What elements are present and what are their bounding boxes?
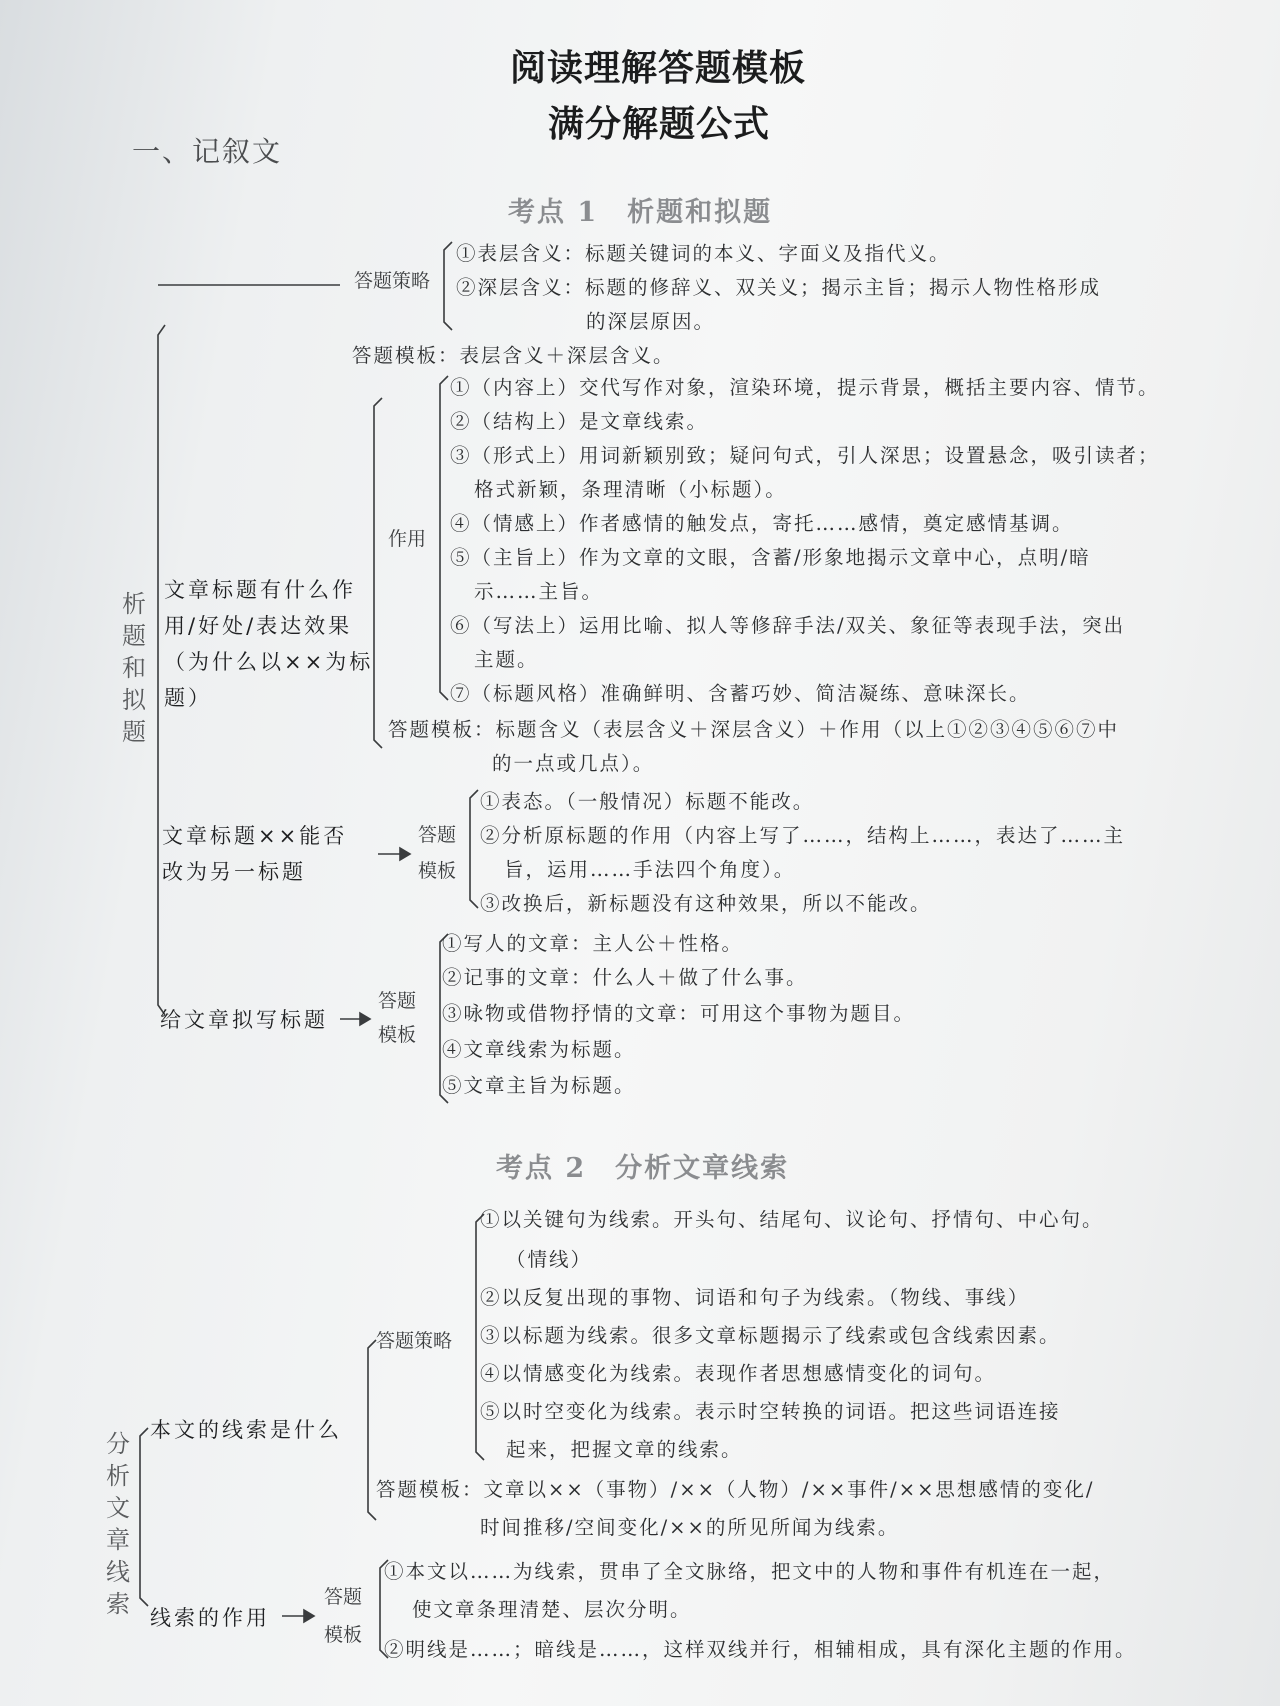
b2-item: 旨，运用……手法四个角度）。 (504, 858, 796, 881)
kp2-b2-item: 使文章条理清楚、层次分明。 (412, 1598, 692, 1621)
b2-question-line2: 改为另一标题 (162, 860, 306, 884)
kp2-strategy-label: 答题策略 (376, 1330, 453, 1352)
kp2-b2-template-label-1: 答题 (324, 1586, 363, 1608)
b2-arrow-head (400, 848, 410, 860)
kp2-strategy-item: ③以标题为线索。很多文章标题揭示了线索或包含线索因素。 (480, 1324, 1061, 1347)
top-strategy-item-2-cont: 的深层原因。 (586, 310, 716, 333)
kp2-b1-brace (368, 1340, 376, 1520)
b1-effect-item: ③（形式上）用词新颖别致；疑问句式，引人深思；设置悬念，吸引读者； (450, 444, 1160, 467)
b1-brace (374, 398, 382, 748)
kp2-strategy-item: （情线） (506, 1248, 593, 1271)
kp2-strategy-item: ④以情感变化为线索。表现作者思想感情变化的词句。 (480, 1362, 997, 1385)
b2-template-label-2: 模板 (418, 860, 457, 882)
kp2-main-brace (140, 1428, 148, 1606)
b1-effect-item: ⑤（主旨上）作为文章的文眼，含蓄/形象地揭示文章中心，点明/暗 (450, 546, 1091, 569)
b1-effect-item: ④（情感上）作者感情的触发点，寄托……感情，奠定感情基调。 (450, 512, 1074, 535)
b3-item: ③咏物或借物抒情的文章：可用这个事物为题目。 (442, 1002, 916, 1025)
kp2-strategy-item: 起来，把握文章的线索。 (506, 1438, 743, 1461)
b2-brace (470, 790, 478, 908)
b1-effect-item: ②（结构上）是文章线索。 (450, 410, 709, 433)
kp2-b2-arrow-head (304, 1610, 314, 1622)
top-template: 答题模板：表层含义＋深层含义。 (352, 344, 675, 367)
b1-effect-item: 格式新颖，条理清晰（小标题）。 (474, 478, 787, 501)
kp2-template-line2: 时间推移/空间变化/××的所见所闻为线索。 (480, 1516, 900, 1539)
kp2-b2-template-label-2: 模板 (324, 1624, 363, 1646)
b3-template-label-1: 答题 (378, 990, 417, 1012)
b3-arrow-head (360, 1013, 370, 1025)
b2-question-line1: 文章标题××能否 (162, 824, 348, 848)
kp2-b2-question: 线索的作用 (150, 1606, 270, 1630)
kaodian2-title: 考点 2 分析文章线索 (496, 1153, 790, 1184)
b1-effect-item: 示……主旨。 (474, 580, 604, 603)
b3-item: ①写人的文章：主人公＋性格。 (442, 932, 744, 955)
top-strategy-item-1: ①表层含义：标题关键词的本义、字面义及指代义。 (456, 242, 951, 265)
b1-effect-item: ⑥（写法上）运用比喻、拟人等修辞手法/双关、象征等表现手法，突出 (450, 614, 1126, 637)
b1-effect-item: ①（内容上）交代写作对象，渲染环境，提示背景，概括主要内容、情节。 (450, 376, 1160, 399)
kaodian1-title: 考点 1 析题和拟题 (508, 197, 773, 228)
b3-question: 给文章拟写标题 (160, 1008, 328, 1032)
b3-item: ②记事的文章：什么人＋做了什么事。 (442, 966, 808, 989)
b1-effect-item: 主题。 (474, 648, 539, 671)
b1-question-line1: 文章标题有什么作 (164, 578, 356, 602)
kp2-side-label: 分析文章线索 (106, 1430, 130, 1618)
top-strategy-brace (444, 242, 452, 330)
page-title-line1: 阅读理解答题模板 (510, 48, 807, 89)
top-strategy-item-2: ②深层含义：标题的修辞义、双关义；揭示主旨；揭示人物性格形成 (456, 276, 1102, 299)
b1-template-line2: 的一点或几点）。 (492, 752, 655, 775)
kp2-b2-item: ①本文以……为线索，贯串了全文脉络，把文中的人物和事件有机连在一起， (384, 1560, 1116, 1583)
b1-effect-item: ⑦（标题风格）准确鲜明、含蓄巧妙、简洁凝练、意味深长。 (450, 682, 1031, 705)
b2-template-label-1: 答题 (418, 824, 457, 846)
b3-template-label-2: 模板 (378, 1024, 417, 1046)
b1-question-line3: （为什么以××为标 (164, 650, 374, 674)
b1-question-line4: 题） (164, 686, 212, 710)
b2-item: ③改换后，新标题没有这种效果，所以不能改。 (480, 892, 932, 915)
b1-effect-label: 作用 (388, 528, 427, 550)
page-title-line2: 满分解题公式 (548, 104, 771, 145)
kp2-b1-question: 本文的线索是什么 (150, 1418, 342, 1442)
kp2-b2-item: ②明线是……；暗线是……，这样双线并行，相辅相成，具有深化主题的作用。 (384, 1638, 1137, 1661)
b2-item: ①表态。（一般情况）标题不能改。 (480, 790, 815, 813)
kp2-strategy-item: ②以反复出现的事物、词语和句子为线索。（物线、事线） (480, 1286, 1030, 1309)
kp2-strategy-item: ①以关键句为线索。开头句、结尾句、议论句、抒情句、中心句。 (480, 1208, 1104, 1231)
b2-item: ②分析原标题的作用（内容上写了……，结构上……，表达了……主 (480, 824, 1126, 847)
b3-item: ④文章线索为标题。 (442, 1038, 636, 1061)
b1-question-line2: 用/好处/表达效果 (164, 614, 353, 638)
kp2-template-line1: 答题模板：文章以××（事物）/××（人物）/××事件/××思想感情的变化/ (376, 1478, 1095, 1501)
section-heading: 一、记叙文 (132, 135, 283, 168)
top-strategy-label: 答题策略 (354, 270, 431, 292)
b1-effect-brace (440, 376, 448, 700)
kp1-side-label: 析题和拟题 (122, 590, 146, 746)
kp2-strategy-item: ⑤以时空变化为线索。表示时空转换的词语。把这些词语连接 (480, 1400, 1061, 1423)
b1-template-line1: 答题模板：标题含义（表层含义＋深层含义）＋作用（以上①②③④⑤⑥⑦中 (388, 718, 1120, 741)
b3-item: ⑤文章主旨为标题。 (442, 1074, 636, 1097)
